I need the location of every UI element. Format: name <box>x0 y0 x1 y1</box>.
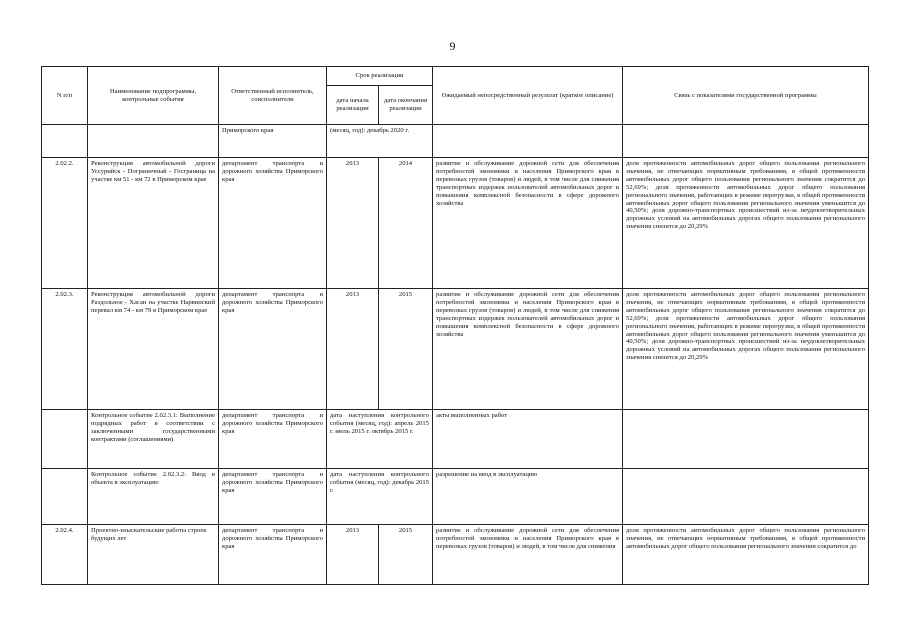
cell-result: развитие и обслуживание дорожной сети для обеспечения потребностей экономики и населения Приморского края в перевозках грузов (товаров) и людей, в том числе для снижения <box>433 525 623 585</box>
cell-start: 2013 <box>327 525 379 585</box>
header-name: Наименование подпрограммы, контрольные события <box>88 67 219 125</box>
table-row <box>42 158 869 289</box>
cell-num <box>42 125 88 158</box>
cell-result: разрешение на ввод в эксплуатацию <box>433 469 623 525</box>
cell-result <box>433 125 623 158</box>
cell-executor: департамент транспорта и дорожного хозяйства Приморского края <box>219 410 327 469</box>
cell-executor: департамент транспорта и дорожного хозяйства Приморского края <box>219 289 327 410</box>
cell-link <box>623 410 869 469</box>
cell-executor: департамент транспорта и дорожного хозяйства Приморского края <box>219 469 327 525</box>
header-start: дата начала реализации <box>327 86 379 125</box>
program-table <box>41 66 869 585</box>
cell-result: развитие и обслуживание дорожной сети для обеспечения потребностей экономики и населения Приморского края в перевозках грузов (товаров) и людей, в том числе для снижения транспортных издержек пользователей автомобильных дорог и повышения комплексной безопасности в сфере дорожного хозяйства <box>433 289 623 410</box>
cell-link: доля протяженности автомобильных дорог общего пользования регионального значения, не отвечающих нормативным требованиям, в общей протяженности автомобильных дорог общего пользования регионального значения сократится до <box>623 525 869 585</box>
cell-num: 2.02.4. <box>42 525 88 585</box>
cell-name: Контрольное событие 2.02.3.2: Ввод в объекта в эксплуатацию <box>88 469 219 525</box>
cell-start: дата наступления контрольного события (месяц, год): апрель 2015 г. июль 2015 г. октябрь 2015 г. <box>327 410 433 469</box>
cell-link <box>623 125 869 158</box>
cell-start: дата наступления контрольного события (месяц, год): декабрь 2015 г. <box>327 469 433 525</box>
cell-name: Проектно-изыскательские работы строек будущих лет <box>88 525 219 585</box>
table-row <box>42 410 869 469</box>
header-link: Связь с показателями государственной программы <box>623 67 869 125</box>
cell-name <box>88 125 219 158</box>
cell-name: Реконструкция автомобильной дороги Уссурийск - Пограничный - Госграница на участке км 51 - км 72 в Приморском крае <box>88 158 219 289</box>
cell-name: Контрольное событие 2.02.3.1: Выполнение подрядных работ в соответствии с заключенными государственными контрактами (соглашениями) <box>88 410 219 469</box>
page-number: 9 <box>449 39 456 53</box>
header-end: дата окончания реализации <box>379 86 433 125</box>
cell-end: 2015 <box>379 525 433 585</box>
cell-name: Реконструкция автомобильной дороги Раздольное - Хасан на участке Нарвинский перевал км 74 - км 79 в Приморском крае <box>88 289 219 410</box>
cell-num: 2.02.3. <box>42 289 88 410</box>
cell-start: 2013 <box>327 289 379 410</box>
cell-end: 2015 <box>379 289 433 410</box>
table-row <box>42 289 869 410</box>
cell-executor: департамент транспорта и дорожного хозяйства Приморского края <box>219 158 327 289</box>
table-row <box>42 469 869 525</box>
cell-result: развитие и обслуживание дорожной сети для обеспечения потребностей экономики и населения Приморского края в перевозках грузов (товаров) и людей, в том числе для снижения транспортных издержек пользователей автомобильных дорог и повышения комплексной безопасности в сфере дорожного хозяйства <box>433 158 623 289</box>
cell-executor: департамент транспорта и дорожного хозяйства Приморского края <box>219 525 327 585</box>
cell-link: доля протяженности автомобильных дорог общего пользования регионального значения, не отвечающих нормативным требованиям, в общей протяженности автомобильных дорог общего пользования регионального значения сократится до 52,69%; доля протяженности автомобильных дорог общего пользования регионального значения, работающих в режиме перегрузки, в общей протяженности автомобильных дорог общего пользования регионального значения уменьшится до 40,50%; доля дорожно-транспортных происшествий из-за неудовлетворительных дорожных условий на автомобильных дорогах общего пользования регионального значения снизится до 20,29% <box>623 158 869 289</box>
cell-end: 2014 <box>379 158 433 289</box>
header-num: N п/п <box>42 67 88 125</box>
header-executor: Ответственный исполнитель, соисполнители <box>219 67 327 125</box>
cell-num: 2.02.2. <box>42 158 88 289</box>
cell-num <box>42 410 88 469</box>
cell-executor: Приморского края <box>219 125 327 158</box>
table-row <box>42 525 869 585</box>
header-result: Ожидаемый непосредственный результат (краткое описание) <box>433 67 623 125</box>
header-period: Срок реализации <box>327 67 433 86</box>
cell-link <box>623 469 869 525</box>
cell-start: 2013 <box>327 158 379 289</box>
cell-start: (месяц, год): декабрь 2020 г. <box>327 125 433 158</box>
table-row <box>42 125 869 158</box>
cell-result: акты выполненных работ <box>433 410 623 469</box>
cell-num <box>42 469 88 525</box>
cell-link: доля протяженности автомобильных дорог общего пользования регионального значения, не отвечающих нормативным требованиям, в общей протяженности автомобильных дорог общего пользования регионального значения сократится до 52,69%; доля протяженности автомобильных дорог общего пользования регионального значения, работающих в режиме перегрузки, в общей протяженности автомобильных дорог общего пользования регионального значения уменьшится до 40,50%; доля дорожно-транспортных происшествий из-за неудовлетворительных дорожных условий на автомобильных дорогах общего пользования регионального значения снизится до 20,29% <box>623 289 869 410</box>
